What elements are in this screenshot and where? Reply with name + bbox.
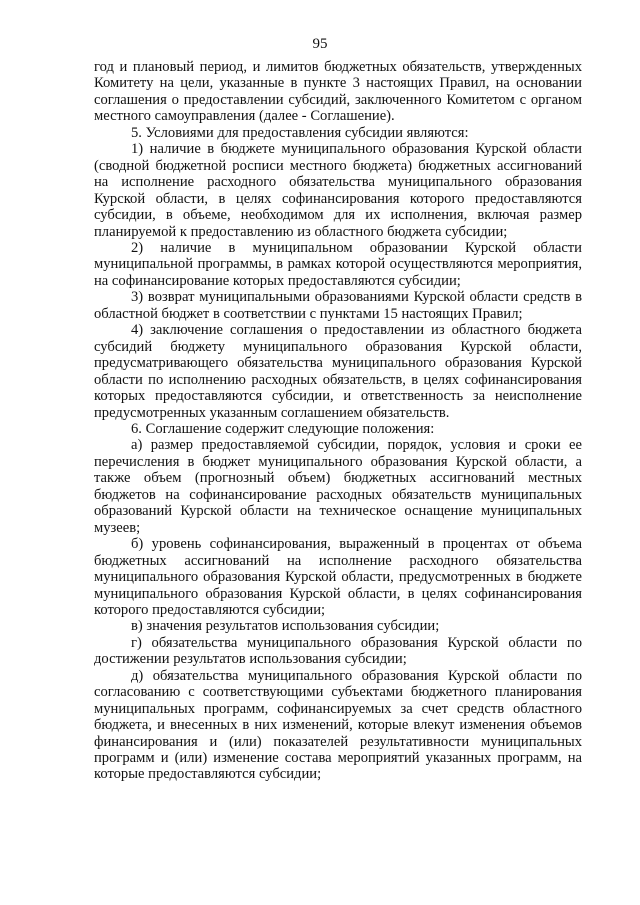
paragraph: 4) заключение соглашения о предоставлении из областного бюджета субсидий бюджету муниципального образования Курской области, предусматривающего обязательства муниципального образования Курской области по исполнению расходных обязательств, в целях софинансирования которых предоставляются субсидии, и ответственность за неисполнение предусмотренных указанным соглашением обязательств. [94, 322, 582, 421]
paragraph: год и плановый период, и лимитов бюджетных обязательств, утвержденных Комитету на цели, указанные в пункте 3 настоящих Правил, на основании соглашения о предоставлении субсидий, заключенного Комитетом с органом местного самоуправления (далее - Соглашение). [94, 59, 582, 125]
paragraph: 5. Условиями для предоставления субсидии являются: [131, 124, 469, 141]
paragraph: 6. Соглашение содержит следующие положения: [131, 420, 435, 437]
paragraph: а) размер предоставляемой субсидии, порядок, условия и сроки ее перечисления в бюджет муниципального образования Курской области, а также объем (прогнозный объем) бюджетных ассигнований местных бюджетов на софинансирование расходных обязательств муниципальных образований Курской области на техническое оснащение муниципальных музеев; [94, 437, 582, 536]
document-body [94, 59, 582, 783]
paragraph: 1) наличие в бюджете муниципального образования Курской области (сводной бюджетной росписи местного бюджета) бюджетных ассигнований на исполнение расходного обязательства муниципального образования Курской области, в целях софинансирования которого предоставляются субсидии, в объеме, необходимом для их исполнения, включая размер планируемой к предоставлению из областного бюджета субсидии; [94, 141, 582, 240]
page-number: 95 [312, 36, 328, 52]
paragraph: в) значения результатов использования субсидии; [131, 618, 440, 635]
paragraph: д) обязательства муниципального образования Курской области по согласованию с соответствующими субъектами бюджетного планирования муниципальных программ, софинансируемых за счет средств областного бюджета, и внесенных в них изменений, которые влекут изменения объемов финансирования и (или) показателей результативности муниципальных программ и (или) изменение состава мероприятий указанных программ, на которые предоставляются субсидии; [94, 667, 582, 783]
paragraph: г) обязательства муниципального образования Курской области по достижении результатов использования субсидии; [94, 634, 582, 668]
paragraph: б) уровень софинансирования, выраженный в процентах от объема бюджетных ассигнований на исполнение расходного обязательства муниципального образования Курской области, предусмотренных в бюджете муниципального образования Курской области, в целях софинансирования которого предоставляются субсидии; [94, 536, 582, 618]
paragraph: 3) возврат муниципальными образованиями Курской области средств в областной бюджет в соответствии с пунктами 15 настоящих Правил; [94, 289, 582, 322]
paragraph: 2) наличие в муниципальном образовании Курской области муниципальной программы, в рамках которой осуществляются мероприятия, на софинансирование которых предоставляются субсидии; [94, 239, 582, 289]
